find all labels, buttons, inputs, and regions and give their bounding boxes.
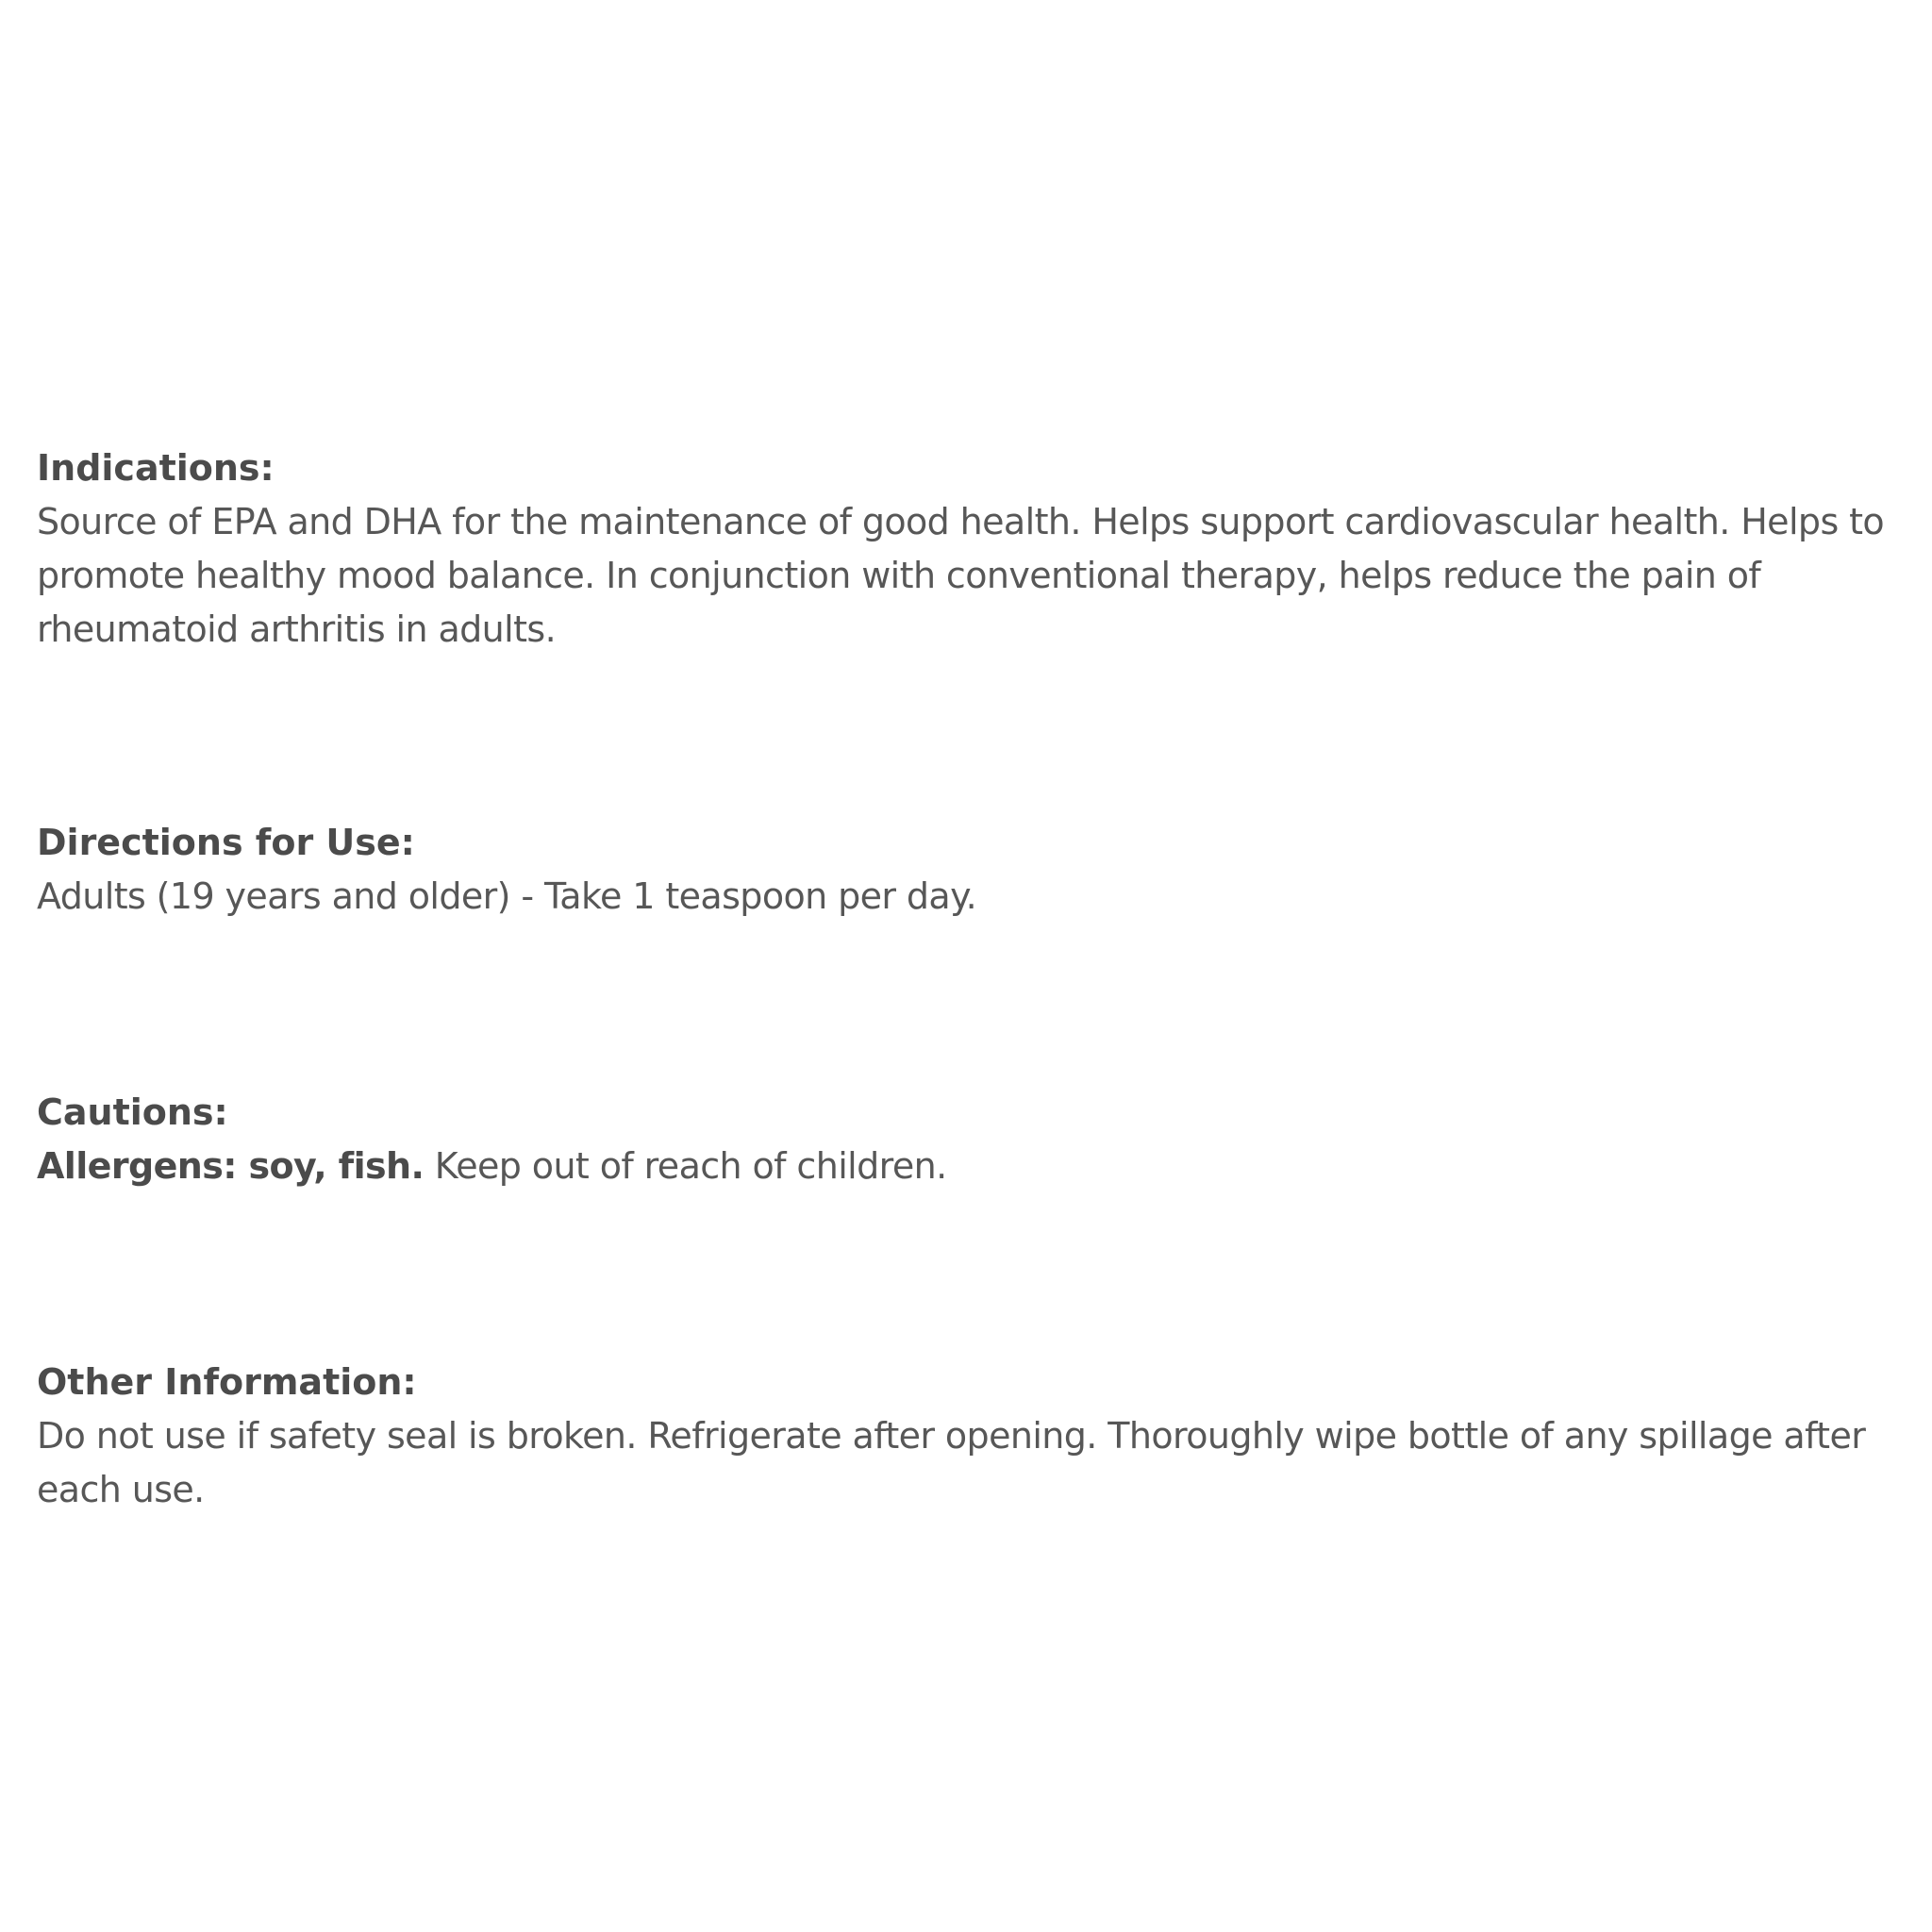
other-information-text: Do not use if safety seal is broken. Refrigerate after opening. Thoroughly wipe bottle of any spillage after each use.	[37, 1415, 1866, 1510]
directions-section	[37, 816, 1914, 924]
other-information-heading: Other Information:	[37, 1361, 417, 1403]
indications-section	[37, 441, 1914, 657]
cautions-heading: Cautions:	[37, 1091, 228, 1133]
other-information-section	[37, 1356, 1914, 1517]
allergens-text: Allergens: soy, fish.	[37, 1145, 425, 1187]
indications-heading: Indications:	[37, 447, 275, 489]
indications-text: Source of EPA and DHA for the maintenance of good health. Helps support cardiovascular health. Helps to promote healthy mood balance. In conjunction with conventional therapy, helps reduce the pain of rheumatoid arthritis in adults.	[37, 501, 1885, 650]
cautions-text	[37, 1140, 1914, 1193]
directions-heading: Directions for Use:	[37, 822, 415, 863]
cautions-section	[37, 1086, 1914, 1193]
directions-text: Adults (19 years and older) - Take 1 teaspoon per day.	[37, 875, 977, 917]
cautions-body-text: Keep out of reach of children.	[424, 1145, 947, 1187]
